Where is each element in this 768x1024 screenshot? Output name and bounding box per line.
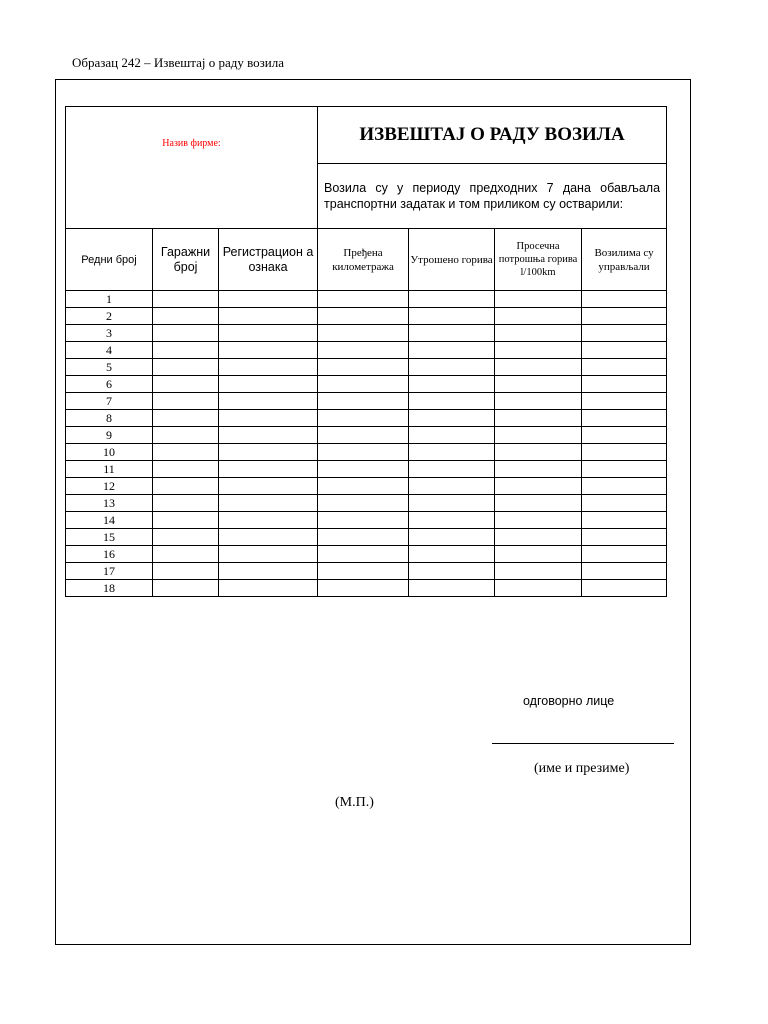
cell-fuel-used[interactable] — [409, 495, 495, 512]
cell-mileage[interactable] — [318, 359, 409, 376]
cell-garage-number[interactable] — [153, 478, 219, 495]
cell-fuel-used[interactable] — [409, 563, 495, 580]
company-name-label: Назив фирме: — [162, 137, 221, 149]
table-row — [66, 376, 667, 393]
cell-mileage[interactable] — [318, 410, 409, 427]
cell-mileage[interactable] — [318, 308, 409, 325]
cell-registration[interactable] — [219, 444, 318, 461]
cell-avg-consumption[interactable] — [495, 308, 582, 325]
cell-registration[interactable] — [219, 495, 318, 512]
row-number: 1 — [66, 291, 153, 308]
cell-drivers[interactable] — [582, 410, 667, 427]
row-number: 8 — [66, 410, 153, 427]
cell-mileage[interactable] — [318, 478, 409, 495]
col-header-avg-consumption: Просечна потрошња горива l/100km — [495, 229, 582, 291]
cell-mileage[interactable] — [318, 444, 409, 461]
table-row — [66, 325, 667, 342]
cell-fuel-used[interactable] — [409, 580, 495, 597]
cell-registration[interactable] — [219, 563, 318, 580]
cell-fuel-used[interactable] — [409, 325, 495, 342]
cell-drivers[interactable] — [582, 427, 667, 444]
table-row — [66, 410, 667, 427]
row-number: 12 — [66, 478, 153, 495]
cell-drivers[interactable] — [582, 308, 667, 325]
cell-garage-number[interactable] — [153, 461, 219, 478]
cell-avg-consumption[interactable] — [495, 512, 582, 529]
cell-drivers[interactable] — [582, 512, 667, 529]
cell-mileage[interactable] — [318, 563, 409, 580]
row-number: 6 — [66, 376, 153, 393]
cell-mileage[interactable] — [318, 291, 409, 308]
cell-avg-consumption[interactable] — [495, 546, 582, 563]
table-row — [66, 478, 667, 495]
report-title: ИЗВЕШТАЈ О РАДУ ВОЗИЛА — [318, 107, 667, 164]
cell-garage-number[interactable] — [153, 393, 219, 410]
cell-garage-number[interactable] — [153, 546, 219, 563]
cell-drivers[interactable] — [582, 580, 667, 597]
cell-registration[interactable] — [219, 410, 318, 427]
cell-registration[interactable] — [219, 580, 318, 597]
cell-fuel-used[interactable] — [409, 342, 495, 359]
cell-fuel-used[interactable] — [409, 308, 495, 325]
cell-drivers[interactable] — [582, 359, 667, 376]
cell-garage-number[interactable] — [153, 342, 219, 359]
cell-fuel-used[interactable] — [409, 376, 495, 393]
cell-drivers[interactable] — [582, 461, 667, 478]
table-row — [66, 308, 667, 325]
cell-fuel-used[interactable] — [409, 444, 495, 461]
cell-fuel-used[interactable] — [409, 427, 495, 444]
cell-garage-number[interactable] — [153, 529, 219, 546]
cell-registration[interactable] — [219, 342, 318, 359]
row-number: 14 — [66, 512, 153, 529]
cell-registration[interactable] — [219, 376, 318, 393]
cell-drivers[interactable] — [582, 529, 667, 546]
col-header-drivers: Возилима су управљали — [582, 229, 667, 291]
cell-registration[interactable] — [219, 461, 318, 478]
cell-fuel-used[interactable] — [409, 410, 495, 427]
row-number: 16 — [66, 546, 153, 563]
cell-avg-consumption[interactable] — [495, 478, 582, 495]
cell-fuel-used[interactable] — [409, 359, 495, 376]
report-description: Возила су у периоду предходних 7 дана обављала транспортни задатак и том приликом су остварили: — [318, 164, 667, 229]
responsible-person-label: одговорно лице — [523, 694, 615, 708]
cell-avg-consumption[interactable] — [495, 563, 582, 580]
col-header-serial-number: Редни број — [66, 229, 153, 291]
cell-registration[interactable] — [219, 512, 318, 529]
cell-mileage[interactable] — [318, 461, 409, 478]
col-header-mileage: Пређена километража — [318, 229, 409, 291]
cell-drivers[interactable] — [582, 291, 667, 308]
cell-registration[interactable] — [219, 529, 318, 546]
cell-avg-consumption[interactable] — [495, 580, 582, 597]
table-row — [66, 580, 667, 597]
row-number: 13 — [66, 495, 153, 512]
col-header-registration: Регистрацион а ознака — [219, 229, 318, 291]
cell-fuel-used[interactable] — [409, 393, 495, 410]
row-number: 10 — [66, 444, 153, 461]
cell-mileage[interactable] — [318, 512, 409, 529]
cell-avg-consumption[interactable] — [495, 359, 582, 376]
cell-avg-consumption[interactable] — [495, 291, 582, 308]
stamp-placeholder: (М.П.) — [335, 795, 374, 810]
cell-garage-number[interactable] — [153, 325, 219, 342]
table-row — [66, 546, 667, 563]
cell-mileage[interactable] — [318, 376, 409, 393]
table-row — [66, 393, 667, 410]
cell-registration[interactable] — [219, 393, 318, 410]
cell-drivers[interactable] — [582, 325, 667, 342]
table-row — [66, 529, 667, 546]
cell-garage-number[interactable] — [153, 580, 219, 597]
row-number: 11 — [66, 461, 153, 478]
cell-avg-consumption[interactable] — [495, 461, 582, 478]
table-row — [66, 563, 667, 580]
table-row — [66, 495, 667, 512]
col-header-garage-number: Гаражни број — [153, 229, 219, 291]
row-number: 4 — [66, 342, 153, 359]
cell-fuel-used[interactable] — [409, 546, 495, 563]
cell-garage-number[interactable] — [153, 495, 219, 512]
cell-garage-number[interactable] — [153, 512, 219, 529]
cell-garage-number[interactable] — [153, 308, 219, 325]
cell-garage-number[interactable] — [153, 359, 219, 376]
cell-drivers[interactable] — [582, 478, 667, 495]
table-row — [66, 359, 667, 376]
cell-fuel-used[interactable] — [409, 512, 495, 529]
cell-avg-consumption[interactable] — [495, 410, 582, 427]
row-number: 17 — [66, 563, 153, 580]
row-number: 3 — [66, 325, 153, 342]
cell-avg-consumption[interactable] — [495, 529, 582, 546]
cell-drivers[interactable] — [582, 393, 667, 410]
column-header-row — [66, 229, 667, 291]
cell-avg-consumption[interactable] — [495, 376, 582, 393]
cell-garage-number[interactable] — [153, 410, 219, 427]
cell-drivers[interactable] — [582, 495, 667, 512]
cell-drivers[interactable] — [582, 546, 667, 563]
row-number: 7 — [66, 393, 153, 410]
name-surname-label: (име и презиме) — [534, 761, 630, 776]
cell-avg-consumption[interactable] — [495, 495, 582, 512]
cell-mileage[interactable] — [318, 546, 409, 563]
cell-mileage[interactable] — [318, 427, 409, 444]
cell-avg-consumption[interactable] — [495, 325, 582, 342]
cell-garage-number[interactable] — [153, 427, 219, 444]
table-row — [66, 512, 667, 529]
cell-registration[interactable] — [219, 291, 318, 308]
cell-mileage[interactable] — [318, 342, 409, 359]
cell-mileage[interactable] — [318, 325, 409, 342]
cell-registration[interactable] — [219, 325, 318, 342]
cell-fuel-used[interactable] — [409, 461, 495, 478]
cell-avg-consumption[interactable] — [495, 427, 582, 444]
form-caption: Образац 242 – Извештај о раду возила — [72, 55, 285, 70]
cell-avg-consumption[interactable] — [495, 342, 582, 359]
cell-drivers[interactable] — [582, 563, 667, 580]
cell-drivers[interactable] — [582, 376, 667, 393]
table-row — [66, 461, 667, 478]
cell-registration[interactable] — [219, 478, 318, 495]
row-number: 9 — [66, 427, 153, 444]
cell-garage-number[interactable] — [153, 444, 219, 461]
table-row — [66, 444, 667, 461]
signature-line[interactable] — [492, 743, 674, 744]
cell-garage-number[interactable] — [153, 376, 219, 393]
col-header-fuel-used: Утрошено горива — [409, 229, 495, 291]
cell-fuel-used[interactable] — [409, 478, 495, 495]
cell-registration[interactable] — [219, 546, 318, 563]
cell-fuel-used[interactable] — [409, 291, 495, 308]
company-name-cell — [66, 107, 318, 229]
row-number: 18 — [66, 580, 153, 597]
row-number: 5 — [66, 359, 153, 376]
table-row — [66, 342, 667, 359]
vehicle-report-table — [65, 106, 667, 597]
cell-mileage[interactable] — [318, 580, 409, 597]
cell-mileage[interactable] — [318, 529, 409, 546]
cell-avg-consumption[interactable] — [495, 393, 582, 410]
table-row — [66, 427, 667, 444]
row-number: 15 — [66, 529, 153, 546]
cell-registration[interactable] — [219, 359, 318, 376]
cell-garage-number[interactable] — [153, 563, 219, 580]
cell-registration[interactable] — [219, 308, 318, 325]
cell-drivers[interactable] — [582, 342, 667, 359]
cell-mileage[interactable] — [318, 495, 409, 512]
cell-garage-number[interactable] — [153, 291, 219, 308]
cell-registration[interactable] — [219, 427, 318, 444]
cell-mileage[interactable] — [318, 393, 409, 410]
cell-avg-consumption[interactable] — [495, 444, 582, 461]
cell-fuel-used[interactable] — [409, 529, 495, 546]
row-number: 2 — [66, 308, 153, 325]
table-row — [66, 291, 667, 308]
cell-drivers[interactable] — [582, 444, 667, 461]
